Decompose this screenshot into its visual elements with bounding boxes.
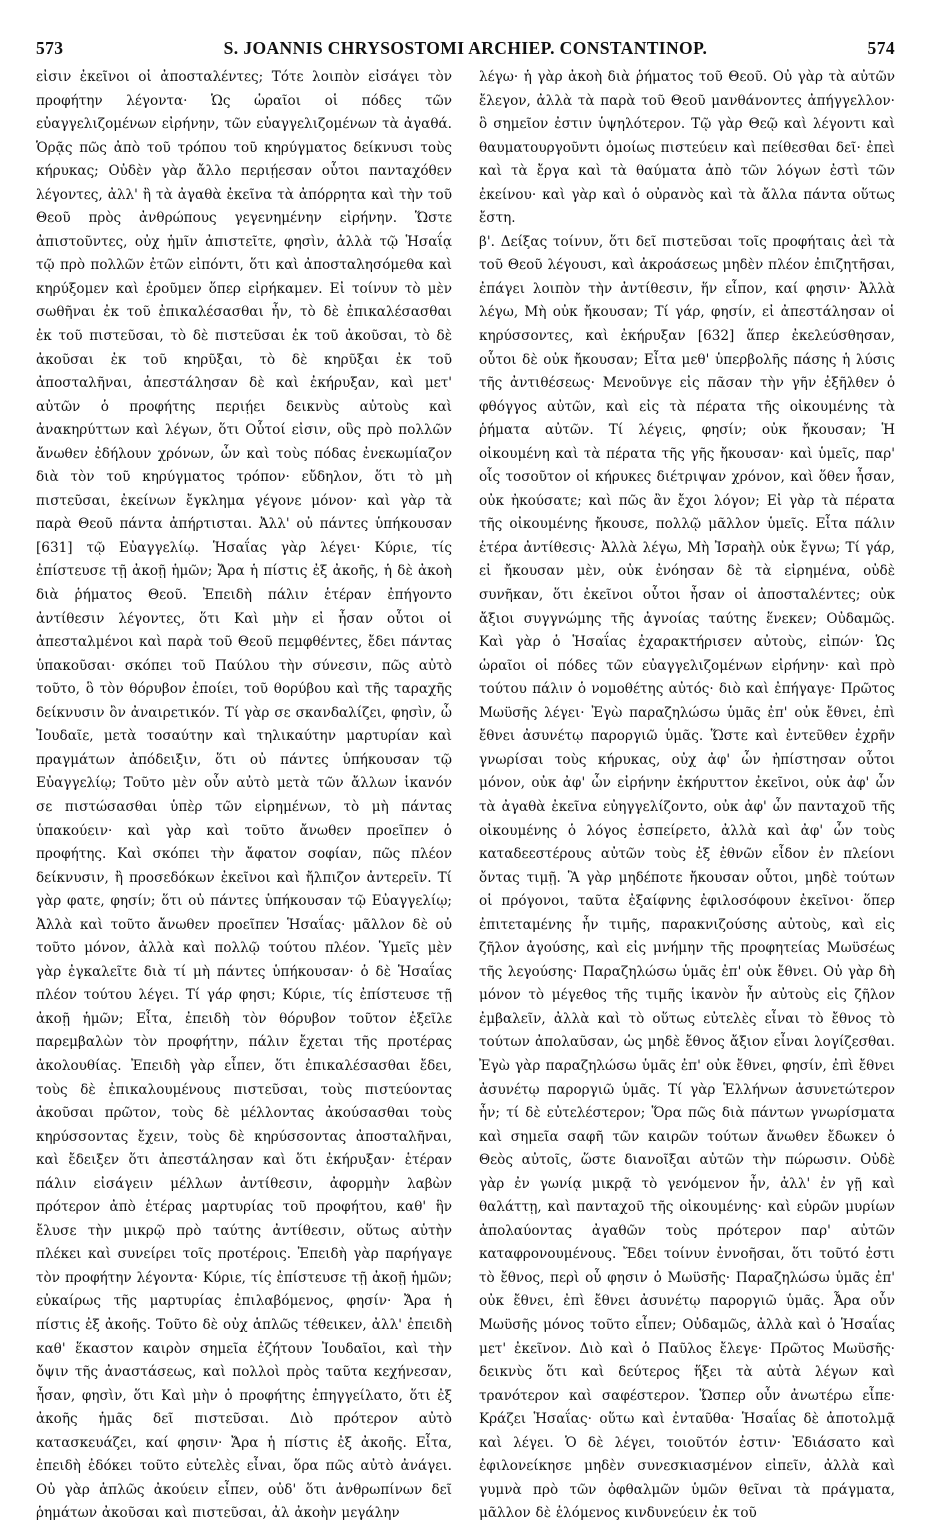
left-column-paragraph: εἰσιν ἐκεῖνοι οἱ ἀποσταλέντες; Τότε λοιπὸν εἰσάγει τὸν προφήτην λέγοντα· Ὡς ὡραῖοι οἱ πόδες τῶν εὐαγγελιζομένων εἰρήνην, τῶν εὐαγγελιζομένων τὰ ἀγαθά. Ὁρᾷς πῶς ἀπὸ τοῦ τρόπου τοῦ κηρύγματος δείκνυσι τοὺς κήρυκας; Οὐδὲν γὰρ ἄλλο περιῄεσαν οὗτοι πανταχόθεν λέγοντες, ἀλλ' ἢ τὰ ἀγαθὰ ἐκεῖνα τὰ ἀπόρρητα καὶ τὴν τοῦ Θεοῦ πρὸς ἀνθρώπους γεγενημένην εἰρήνην. Ὥστε ἀπιστοῦντες, οὐχ ἡμῖν ἀπιστεῖτε, φησὶν, ἀλλὰ τῷ Ἡσαΐᾳ τῷ πρὸ πολλῶν ἐτῶν εἰπόντι, ὅτι καὶ ἀποσταλησόμεθα καὶ κηρύξομεν καὶ ἐροῦμεν ὅπερ εἰρήκαμεν. Εἰ τοίνυν τὸ μὲν σωθῆναι ἐκ τοῦ ἐπικαλέσασθαι ἦν, τὸ δὲ ἐπικαλέσασθαι ἐκ τοῦ πιστεῦσαι, τὸ δὲ πιστεῦσαι ἐκ τοῦ ἀκοῦσαι, τὸ δὲ ἀκοῦσαι ἐκ τοῦ κηρῦξαι, τὸ δὲ κηρῦξαι ἐκ τοῦ ἀποσταλῆναι, ἀπεστάλησαν δὲ καὶ ἐκήρυξαν, καὶ μετ' αὐτῶν ὁ προφήτης περιῄει δεικνὺς αὐτοὺς καὶ ἀνακηρύττων καὶ λέγων, ὅτι Οὗτοί εἰσιν, οὓς πρὸ πολλῶν ἄνωθεν ἐδήλουν χρόνων, ὧν καὶ τοὺς πόδας ἐνεκωμίαζον διὰ τὸν τοῦ κηρύγματος τρόπον· εὔδηλον, ὅτι τὸ μὴ πιστεῦσαι, ἐκείνων ἔγκλημα γέγονε μόνον· καὶ γὰρ τὰ παρὰ Θεοῦ πάντα ἀπήρτισται. Ἀλλ' οὐ πάντες ὑπήκουσαν [631] τῷ Εὐαγγελίῳ. Ἡσαΐας γὰρ λέγει· Κύριε, τίς ἐπίστευσε τῇ ἀκοῇ ἡμῶν; Ἄρα ἡ πίστις ἐξ ἀκοῆς, ἡ δὲ ἀκοὴ διὰ ῥήματος Θεοῦ. Ἐπειδὴ πάλιν ἑτέραν ἐπήγοντο ἀντίθεσιν λέγοντες, ὅτι Καὶ μὴν εἰ ἦσαν οὗτοι οἱ ἀπεσταλμένοι καὶ παρὰ τοῦ Θεοῦ πεμφθέντες, ἔδει πάντας ὑπακοῦσαι· σκόπει τοῦ Παύλου τὴν σύνεσιν, πῶς αὐτὸ τοῦτο, ὃ τὸν θόρυβον ἐποίει, τοῦ θορύβου καὶ τῆς ταραχῆς δείκνυσιν ὂν ἀναιρετικόν. Τί γὰρ σε σκανδαλίζει, φησὶν, ὦ Ἰουδαῖε, μετὰ τοσαύτην καὶ τηλικαύτην μαρτυρίαν καὶ πραγμάτων ἀπόδειξιν, ὅτι οὐ πάντες ὑπήκουσαν τῷ Εὐαγγελίῳ; Τοῦτο μὲν οὖν αὐτὸ μετὰ τῶν ἄλλων ἱκανόν σε πιστώσασθαι ὑπὲρ τῶν εἰρημένων, τὸ μὴ πάντας ὑπακούειν· καὶ γὰρ καὶ τοῦτο ἄνωθεν προεῖπεν ὁ προφήτης. Καὶ σκόπει τὴν ἄφατον σοφίαν, πῶς πλέον δείκνυσιν, ἢ προσεδόκων ἐκεῖνοι καὶ ἤλπιζον ἀντερεῖν. Τί γὰρ φατε, φησίν; ὅτι οὐ πάντες ὑπήκουσαν τῷ Εὐαγγελίῳ; Ἀλλὰ καὶ τοῦτο ἄνωθεν προεῖπεν Ἡσαΐας· μᾶλλον δὲ οὐ τοῦτο μόνον, ἀλλὰ καὶ πολλῷ τούτου πλέον. Ὑμεῖς μὲν γὰρ ἐγκαλεῖτε διὰ τί μὴ πάντες ὑπήκουσαν· ὁ δὲ Ἡσαΐας πλέον τούτου λέγει. Τί γάρ φησι; Κύριε, τίς ἐπίστευσε τῇ ἀκοῇ ἡμῶν; Εἶτα, ἐπειδὴ τὸν θόρυβον τοῦτον ἐξεῖλε παρεμβαλὼν τὸν προφήτην, πάλιν ἔχεται τῆς προτέρας ἀκολουθίας. Ἐπειδὴ γὰρ εἶπεν, ὅτι ἐπικαλέσασθαι ἔδει, τοὺς δὲ ἐπικαλουμένους πιστεῦσαι, τοὺς πιστεύοντας ἀκοῦσαι πρῶτον, τοὺς δὲ μέλλοντας ἀκούσασθαι τοὺς κηρύσσοντας ἔχειν, τοὺς δὲ κηρύσσοντας ἀποσταλῆναι, καὶ ἔδειξεν ὅτι ἀπεστάλησαν καὶ ὅτι ἐκήρυξαν· ἑτέραν πάλιν εἰσάγειν μέλλων ἀντίθεσιν, ἀφορμὴν λαβὼν πρότερον ἀπὸ ἑτέρας μαρτυρίας τοῦ προφήτου, καθ' ἣν ἔλυσε τὴν μικρῷ πρὸ ταύτης ἀντίθεσιν, οὕτως αὐτὴν πλέκει καὶ συνείρει τοῖς προτέροις. Ἐπειδὴ γὰρ παρήγαγε τὸν προφήτην λέγοντα· Κύριε, τίς ἐπίστευσε τῇ ἀκοῇ ἡμῶν; εὐκαίρως τῆς μαρτυρίας ἐπιλαβόμενος, φησίν· Ἄρα ἡ πίστις ἐξ ἀκοῆς. Τοῦτο δὲ οὐχ ἁπλῶς τέθεικεν, ἀλλ' ἐπειδὴ καθ' ἕκαστον καιρὸν σημεῖα ἐζήτουν Ἰουδαῖοι, καὶ τὴν ὄψιν τῆς ἀναστάσεως, καὶ πολλοὶ πρὸς ταῦτα κεχήνεσαν, ἦσαν, φησὶν, ὅτι Καὶ μὴν ὁ προφήτης ἐπηγγείλατο, ὅτι ἐξ ἀκοῆς ἡμᾶς δεῖ πιστεῦσαι. Διὸ πρότερον αὐτὸ κατασκευάζει, καί φησιν· Ἄρα ἡ πίστις ἐξ ἀκοῆς. Εἶτα, ἐπειδὴ ἐδόκει τοῦτο εὐτελὲς εἶναι, ὅρα πῶς αὐτὸ ἀνάγει. Οὐ γὰρ ἁπλῶς ἀκούειν εἶπεν, οὐδ' ὅτι ἀνθρωπίνων δεῖ ῥημάτων ἀκοῦσαι καὶ πιστεῦσαι, ἀλ ἀκοὴν μεγάλην [36, 69, 452, 1522]
right-column [479, 66, 895, 1526]
text-columns [36, 66, 895, 1526]
right-page-number: 574 [867, 38, 895, 58]
right-column-paragraph: β'. Δείξας τοίνυν, ὅτι δεῖ πιστεῦσαι τοῖς προφήταις ἀεὶ τὰ τοῦ Θεοῦ λέγουσι, καὶ ἀκροάσεως μηδὲν πλέον ἐπιζητῆσαι, ἐπάγει λοιπὸν τὴν ἀντίθεσιν, ἥν εἶπον, καί φησιν· Ἀλλὰ λέγω, Μὴ οὐκ ἤκουσαν; Τί γάρ, φησίν, εἰ ἀπεστάλησαν οἱ κηρύσσοντες, καὶ ἐκήρυξαν [632] ἅπερ ἐκελεύσθησαν, οὗτοι δὲ οὐκ ἤκουσαν; Εἶτα μεθ' ὑπερβολῆς πάσης ἡ λύσις τῆς ἀντιθέσεως· Μενοῦνγε εἰς πᾶσαν τὴν γῆν ἐξῆλθεν ὁ φθόγγος αὐτῶν, καὶ εἰς τὰ πέρατα τῆς οἰκουμένης τὰ ῥήματα αὐτῶν. Τί λέγεις, φησίν; οὐκ ἤκουσαν; Ἡ οἰκουμένη καὶ τὰ πέρατα τῆς γῆς ἤκουσαν· καὶ ὑμεῖς, παρ' οἷς τοσοῦτον οἱ κήρυκες διέτριψαν χρόνον, καὶ ὅθεν ἦσαν, οὐκ ἠκούσατε; καὶ πῶς ἂν ἔχοι λόγον; Εἰ γὰρ τὰ πέρατα τῆς οἰκουμένης ἤκουσε, πολλῷ μᾶλλον ὑμεῖς. Εἶτα πάλιν ἑτέρα ἀντίθεσις· Ἀλλὰ λέγω, Μὴ Ἰσραὴλ οὐκ ἔγνω; Τί γάρ, εἰ ἤκουσαν μὲν, οὐκ ἐνόησαν δὲ τὰ εἰρημένα, οὐδὲ συνῆκαν, ὅτι ἐκεῖνοι οὗτοι ἦσαν οἱ ἀποσταλέντες; οὐκ ἄξιοι συγγνώμης τῆς ἀγνοίας ταύτης ἕνεκεν; Οὐδαμῶς. Καὶ γὰρ ὁ Ἡσαΐας ἐχαρακτήρισεν αὐτοὺς, εἰπών· Ὡς ὡραῖοι οἱ πόδες τῶν εὐαγγελιζομένων εἰρήνην· καὶ πρὸ τούτου πάλιν ὁ νομοθέτης αὐτός· διὸ καὶ ἐπήγαγε· Πρῶτος Μωϋσῆς λέγει· Ἐγὼ παραζηλώσω ὑμᾶς ἐπ' οὐκ ἔθνει, ἐπὶ ἔθνει ἀσυνέτῳ παροργιῶ ὑμᾶς. Ὥστε καὶ ἐντεῦθεν ἐχρῆν γνωρίσαι τοὺς κήρυκας, οὐχ ἀφ' ὧν ἠπίστησαν οὗτοι μόνον, οὐκ ἀφ' ὧν εἰρήνην ἐκήρυττον ἐκεῖνοι, οὐκ ἀφ' ὧν τὰ ἀγαθὰ ἐκεῖνα εὐηγγελίζοντο, οὐκ ἀφ' ὧν πανταχοῦ τῆς οἰκουμένης ὁ λόγος ἐσπείρετο, ἀλλὰ καὶ ἀφ' ὧν τοὺς καταδεεστέρους αὐτῶν τοὺς ἐξ ἐθνῶν εἶδον ἐν πλείονι ὄντας τιμῇ. Ἃ γὰρ μηδέποτε ἤκουσαν οὗτοι, μηδὲ τούτων οἱ πρόγονοι, ταῦτα ἐξαίφνης ἐφιλοσόφουν ἐκεῖνοι· ὅπερ ἐπιτεταμένης ἦν τιμῆς, παρακνιζούσης αὐτοὺς, καὶ εἰς ζῆλον ἀγούσης, καὶ εἰς μνήμην τῆς προφητείας Μωϋσέως τῆς λεγούσης· Παραζηλώσω ὑμᾶς ἐπ' οὐκ ἔθνει. Οὐ γὰρ δὴ μόνον τὸ μέγεθος τῆς τιμῆς ἱκανὸν ἦν αὐτοὺς εἰς ζῆλον ἐμβαλεῖν, ἀλλὰ καὶ τὸ οὕτως εὐτελὲς εἶναι τὸ ἔθνος τὸ τούτων ἀπολαῦσαν, ὡς μηδὲ ἔθνος ἄξιον εἶναι λογίζεσθαι. Ἐγὼ γὰρ παραζηλώσω ὑμᾶς ἐπ' οὐκ ἔθνει, φησίν, ἐπὶ ἔθνει ἀσυνέτῳ παροργιῶ ὑμᾶς. Τί γὰρ Ἑλλήνων ἀσυνετώτερον ἦν; τί δὲ εὐτελέστερον; Ὅρα πῶς διὰ πάντων γνωρίσματα καὶ σημεῖα σαφῆ τῶν καιρῶν τούτων ἄνωθεν ἔδωκεν ὁ Θεὸς αὐτοῖς, ὥστε διανοῖξαι αὐτῶν τὴν πώρωσιν. Οὐδὲ γὰρ ἐν γωνίᾳ μικρᾷ τὸ γενόμενον ἦν, ἀλλ' ἐν γῇ καὶ θαλάττῃ, καὶ πανταχοῦ τῆς οἰκουμένης· καὶ εὑρῶν μυρίων ἀπολαύοντας ἀγαθῶν τοὺς πρότερον παρ' αὐτῶν καταφρονουμένους. Ἔδει τοίνυν ἐννοῆσαι, ὅτι τοῦτό ἐστι τὸ ἔθνος, περὶ οὗ φησιν ὁ Μωϋσῆς· Παραζηλώσω ὑμᾶς ἐπ' οὐκ ἔθνει, ἐπὶ ἔθνει ἀσυνέτῳ παροργιῶ ὑμᾶς. Ἆρα οὖν Μωϋσῆς μόνος τοῦτο εἶπεν; Οὐδαμῶς, ἀλλὰ καὶ ὁ Ἡσαΐας μετ' ἐκεῖνον. Διὸ καὶ ὁ Παῦλος ἔλεγε· Πρῶτος Μωϋσῆς· δεικνὺς ὅτι καὶ δεύτερος ἥξει τὰ αὐτὰ λέγων καὶ τρανότερον καὶ σαφέστερον. Ὥσπερ οὖν ἀνωτέρω εἶπε· Κράζει Ἡσαΐας· οὕτω καὶ ἐνταῦθα· Ἡσαΐας δὲ ἀποτολμᾷ καὶ λέγει. Ὁ δὲ λέγει, τοιοῦτόν ἐστιν· Ἐδιάσατο καὶ ἐφιλονείκησε μηδὲν συνεσκιασμένον εἰπεῖν, ἀλλὰ καὶ γυμνὰ πρὸ τῶν ὀφθαλμῶν ὑμῶν θεῖναι τὰ πράγματα, μᾶλλον δὲ ἑλόμενος κινδυνεύειν ἐκ τοῦ [479, 233, 895, 1522]
right-column-paragraph: λέγω· ἡ γὰρ ἀκοὴ διὰ ῥήματος τοῦ Θεοῦ. Οὐ γὰρ τὰ αὐτῶν ἔλεγον, ἀλλὰ τὰ παρὰ τοῦ Θεοῦ μανθάνοντες ἀπήγγελλον· ὃ σημεῖον ἐστιν ὑψηλότερον. Τῷ γὰρ Θεῷ καὶ λέγοντι καὶ θαυματουργοῦντι ὁμοίως πιστεύειν καὶ πείθεσθαι δεῖ· ἐπεὶ καὶ τὰ ἔργα καὶ τὰ θαύματα ἀπὸ τῶν λόγων ἐστὶ τῶν ἐκείνου· καὶ γὰρ καὶ ὁ οὐρανὸς καὶ τὰ ἄλλα πάντα οὕτως ἔστη. [479, 69, 895, 227]
running-title: S. JOANNIS CHRYSOSTOMI ARCHIEP. CONSTANTINOP. [223, 38, 708, 58]
left-column [36, 66, 452, 1526]
running-header [36, 38, 895, 64]
left-page-number: 573 [36, 38, 64, 58]
